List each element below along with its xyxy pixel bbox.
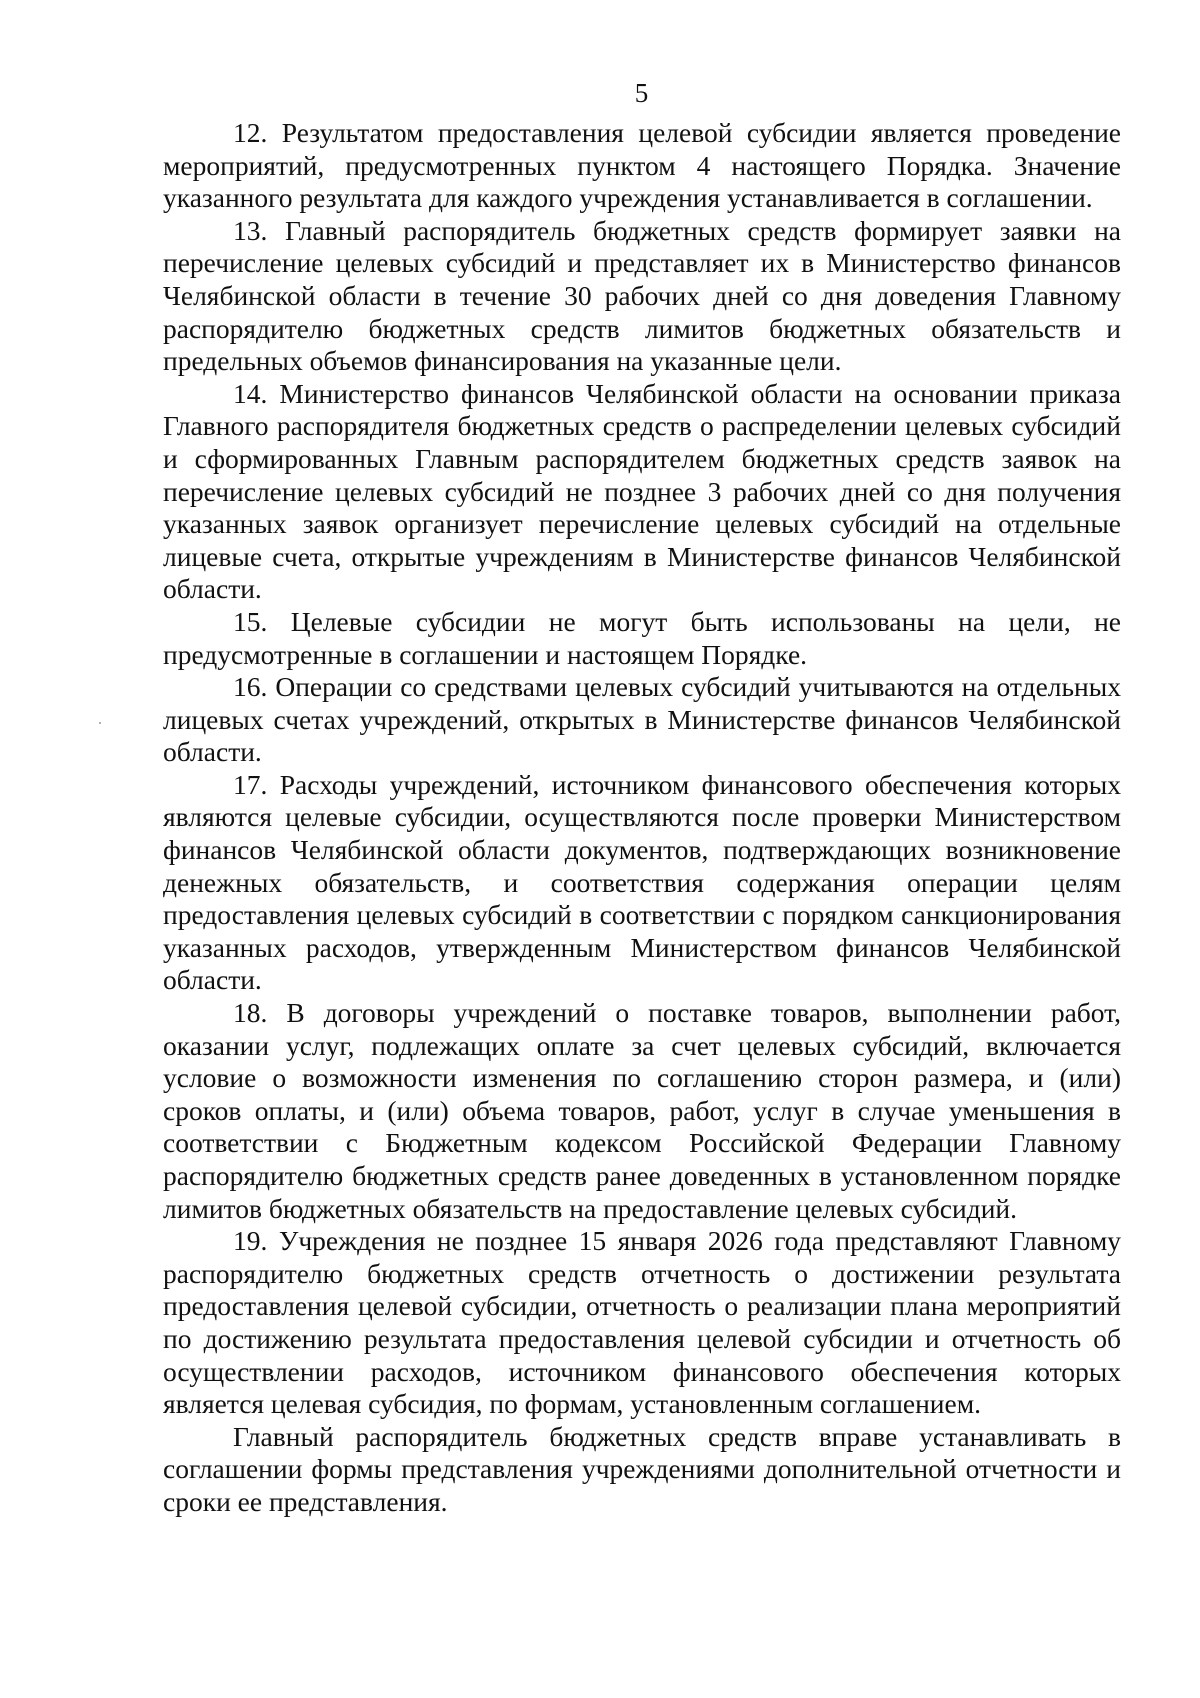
paragraph-12: 12. Результатом предоставления целевой субсидии является проведение мероприятий, предусмотренных пунктом 4 настоящего Порядка. Значение указанного результата для каждого учреждения устанавливается в соглашении. [163,117,1121,214]
paragraph-16: 16. Операции со средствами целевых субсидий учитываются на отдельных лицевых счетах учреждений, открытых в Министерстве финансов Челябинской области. [163,671,1121,768]
scan-speck [99,722,101,724]
page-number: 5 [634,78,649,108]
paragraph-reporting-forms: Главный распорядитель бюджетных средств вправе устанавливать в соглашении формы представления учреждениями дополнительной отчетности и сроки ее представления. [163,1420,1121,1517]
paragraph-14: 14. Министерство финансов Челябинской области на основании приказа Главного распорядителя бюджетных средств о распределении целевых субсидий и сформированных Главным распорядителем бюджетных средств заявок на перечисление целевых субсидий не позднее 3 рабочих дней со дня получения указанных заявок организует перечисление целевых субсидий на отдельные лицевые счета, открытые учреждениям в Министерстве финансов Челябинской области. [163,377,1121,605]
paragraph-19: 19. Учреждения не позднее 15 января 2026 года представляют Главному распорядителю бюджетных средств отчетность о достижении результата предоставления целевой субсидии, отчетность о реализации плана мероприятий по достижению результата предоставления целевой субсидии и отчетность об осуществлении расходов, источником финансового обеспечения которых является целевая субсидия, по формам, установленным соглашением. [163,1225,1121,1420]
paragraph-15: 15. Целевые субсидии не могут быть использованы на цели, не предусмотренные в соглашении и настоящем Порядке. [163,605,1121,670]
paragraph-17: 17. Расходы учреждений, источником финансового обеспечения которых являются целевые субсидии, осуществляются после проверки Министерством финансов Челябинской области документов, подтверждающих возникновение денежных обязательств, и соответствия содержания операции целям предоставления целевых субсидий в соответствии с порядком санкционирования указанных расходов, утвержденным Министерством финансов Челябинской области. [163,768,1121,996]
paragraph-18: 18. В договоры учреждений о поставке товаров, выполнении работ, оказании услуг, подлежащих оплате за счет целевых субсидий, включается условие о возможности изменения по соглашению сторон размера, и (или) сроков оплаты, и (или) объема товаров, работ, услуг в случае уменьшения в соответствии с Бюджетным кодексом Российской Федерации Главному распорядителю бюджетных средств ранее доведенных в установленном порядке лимитов бюджетных обязательств на предоставление целевых субсидий. [163,997,1121,1224]
document-body [163,117,1121,1519]
paragraph-13: 13. Главный распорядитель бюджетных средств формирует заявки на перечисление целевых субсидий и представляет их в Министерство финансов Челябинской области в течение 30 рабочих дней со дня доведения Главному распорядителю бюджетных средств лимитов бюджетных обязательств и предельных объемов финансирования на указанные цели. [163,214,1121,377]
